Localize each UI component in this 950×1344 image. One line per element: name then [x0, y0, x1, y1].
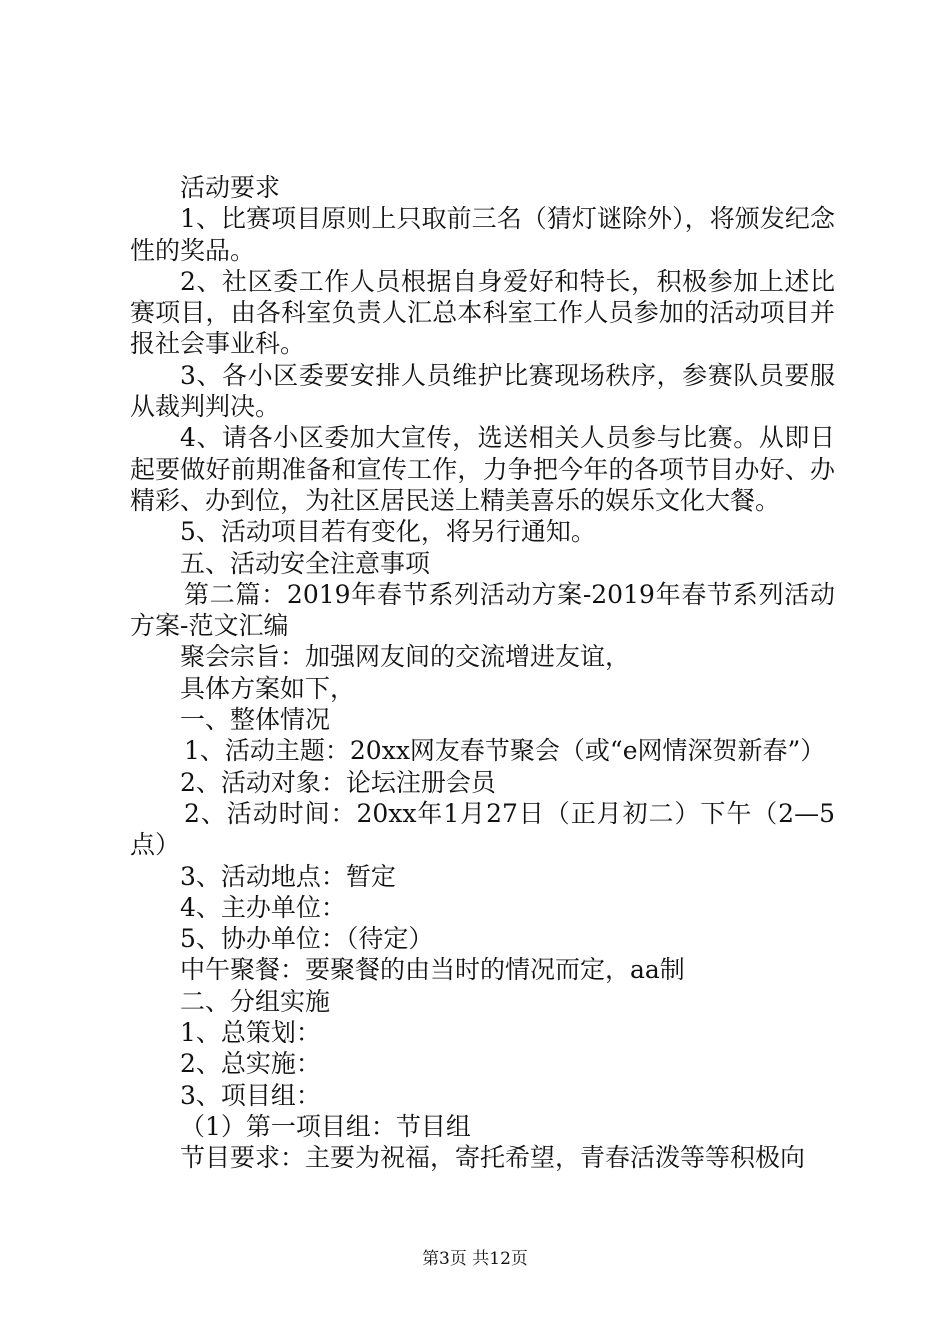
section-heading-overall: 一、整体情况 [180, 705, 331, 735]
item-organizer: 4、主办单位： [180, 892, 346, 922]
section-heading-groups: 二、分组实施 [180, 986, 331, 1016]
paragraph-5: 4、请各小区委加大宣传，选送相关人员参与比赛。从即日起要做好前期准备和宣传工作，力争把今年的各项节目办好、办精彩、办到位，为社区居民送上精美喜乐的娱乐文化大餐。 [130, 423, 835, 515]
item-lunch: 中午聚餐：要聚餐的由当时的情况而定，aa制 [180, 955, 685, 985]
chapter-title-second: 第二篇：2019年春节系列活动方案-2019年春节系列活动方案-范文汇编 [130, 579, 835, 641]
item-chief-executor: 2、总实施： [180, 1049, 321, 1079]
item-project-groups: 3、项目组： [180, 1080, 321, 1110]
item-location: 3、活动地点：暂定 [180, 861, 396, 891]
paragraph-2: 1、比赛项目原则上只取前三名（猜灯谜除外），将颁发纪念性的奖品。 [130, 204, 835, 265]
item-chief-planner: 1、总策划： [180, 1018, 321, 1048]
item-audience: 2、活动对象：论坛注册会员 [180, 767, 496, 797]
document-body [130, 172, 835, 1174]
section-heading-safety: 五、活动安全注意事项 [180, 548, 431, 578]
paragraph-6: 5、活动项目若有变化，将另行通知。 [180, 517, 596, 547]
paragraph-4: 3、各小区委要安排人员维护比赛现场秩序，参赛队员要服从裁判判决。 [130, 360, 835, 422]
item-program-requirements: 节目要求：主要为祝福，寄托希望，青春活泼等等积极向 [180, 1143, 806, 1173]
paragraph-1: 活动要求 [180, 173, 281, 202]
paragraph-purpose: 聚会宗旨：加强网友间的交流增进友谊， [180, 642, 631, 672]
item-time: 2、活动时间：20xx年1月27日（正月初二）下午（2—5点） [130, 798, 835, 860]
paragraph-3: 2、社区委工作人员根据自身爱好和特长，积极参加上述比赛项目，由各科室负责人汇总本科室工作人员参加的活动项目并报社会事业科。 [130, 266, 835, 359]
paragraph-plan-intro: 具体方案如下， [180, 673, 356, 703]
page-number-footer: 第3页 共12页 [422, 1249, 528, 1269]
item-program-group: （1）第一项目组：节目组 [180, 1111, 471, 1141]
item-co-organizer: 5、协办单位：（待定） [180, 924, 434, 954]
item-theme: 1、活动主题：20xx网友春节聚会（或“e网情深贺新春”） [184, 736, 826, 766]
